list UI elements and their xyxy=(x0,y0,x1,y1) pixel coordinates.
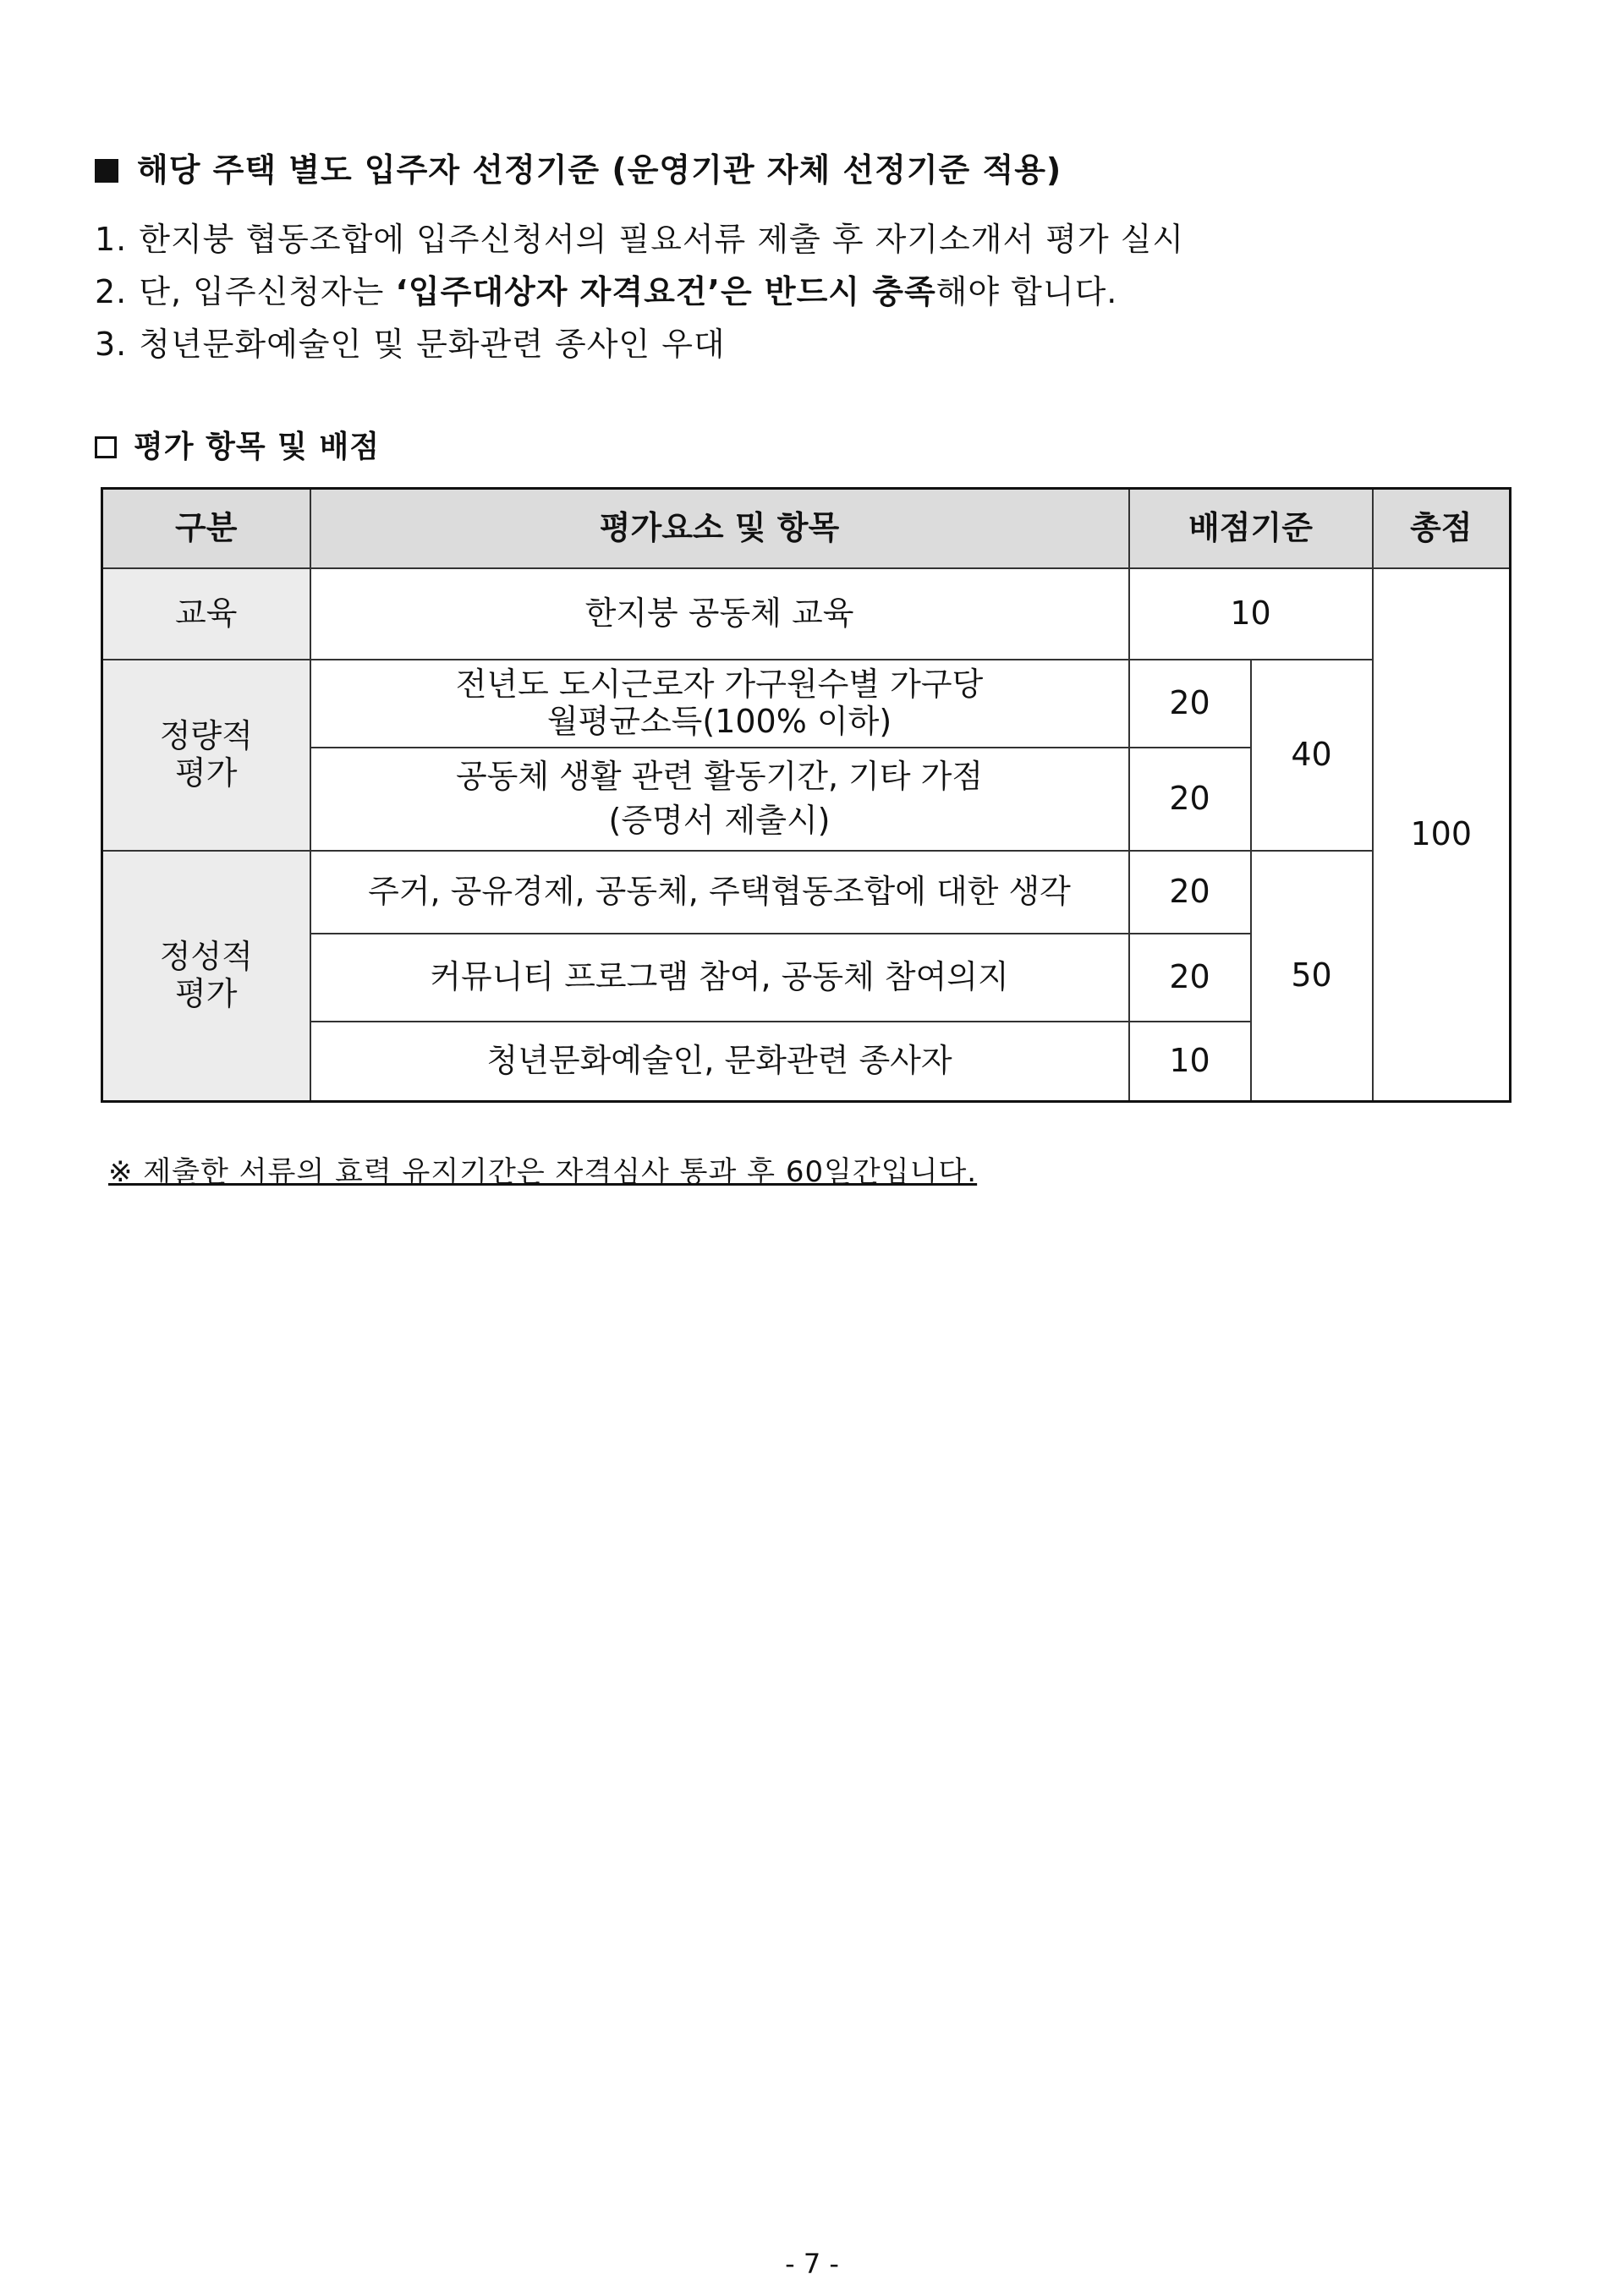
section-title-text: 해당 주택 별도 입주자 선정기준 (운영기관 자체 선정기준 적용) xyxy=(137,151,1062,189)
item-line: 전년도 도시근로자 가구원수별 가구당 xyxy=(455,666,984,704)
category-line: 정량적 xyxy=(159,717,253,755)
list-text: 한지붕 협동조합에 입주신청서의 필요서류 제출 후 자기소개서 평가 실시 xyxy=(139,221,1185,258)
table-row xyxy=(102,660,1511,748)
list-item xyxy=(95,318,726,364)
category-line: 평가 xyxy=(175,754,238,792)
score-quant-activity: 20 xyxy=(1129,748,1251,851)
item-education: 한지붕 공동체 교육 xyxy=(310,568,1129,660)
item-quant-income xyxy=(310,660,1129,748)
table-title-text: 평가 항목 및 배점 xyxy=(134,430,381,464)
category-line: 정성적 xyxy=(159,938,253,976)
list-number: 2. xyxy=(95,273,128,310)
section-title xyxy=(95,144,1062,190)
score-qual-community: 20 xyxy=(1129,934,1251,1022)
category-quantitative xyxy=(102,660,310,851)
item-qual-thoughts: 주거, 공유경제, 공동체, 주택협동조합에 대한 생각 xyxy=(310,851,1129,934)
total-score: 100 xyxy=(1373,568,1511,1101)
category-education: 교육 xyxy=(102,568,310,660)
page-number: - 7 - xyxy=(785,2248,839,2280)
header-item: 평가요소 및 항목 xyxy=(310,489,1129,569)
black-square-icon xyxy=(95,159,118,183)
list-text-pre: 단, 입주신청자는 xyxy=(139,273,396,310)
header-score: 배점기준 xyxy=(1129,489,1373,569)
list-number: 3. xyxy=(95,326,128,363)
list-number: 1. xyxy=(95,221,128,258)
subtotal-qualitative: 50 xyxy=(1251,851,1373,1101)
table-header-row xyxy=(102,489,1511,569)
table-row xyxy=(102,568,1511,660)
score-quant-income: 20 xyxy=(1129,660,1251,748)
score-education: 10 xyxy=(1129,568,1373,660)
table-row xyxy=(102,851,1511,934)
list-item xyxy=(95,213,1184,260)
score-qual-thoughts: 20 xyxy=(1129,851,1251,934)
item-qual-community: 커뮤니티 프로그램 참여, 공동체 참여의지 xyxy=(310,934,1129,1022)
item-line: 공동체 생활 관련 활동기간, 기타 가점 xyxy=(455,758,984,796)
footnote: ※ 제출한 서류의 효력 유지기간은 자격심사 통과 후 60일간입니다. xyxy=(108,1155,978,1189)
empty-square-icon xyxy=(95,436,117,458)
item-qual-artists: 청년문화예술인, 문화관련 종사자 xyxy=(310,1022,1129,1101)
list-text: 청년문화예술인 및 문화관련 종사인 우대 xyxy=(139,326,726,363)
list-text-post: 해야 합니다. xyxy=(935,273,1118,310)
item-line: 월평균소득(100% 이하) xyxy=(546,703,892,740)
table-title xyxy=(95,423,380,466)
item-quant-activity xyxy=(310,748,1129,851)
category-qualitative xyxy=(102,851,310,1101)
subtotal-quantitative: 40 xyxy=(1251,660,1373,851)
evaluation-table xyxy=(101,487,1512,1103)
header-total: 총점 xyxy=(1373,489,1511,569)
category-line: 평가 xyxy=(175,974,238,1012)
header-category: 구분 xyxy=(102,489,310,569)
score-qual-artists: 10 xyxy=(1129,1022,1251,1101)
list-text-bold: ‘입주대상자 자격요건’은 반드시 충족 xyxy=(395,273,936,310)
list-item xyxy=(95,266,1117,312)
item-line: (증명서 제출시) xyxy=(608,802,831,839)
